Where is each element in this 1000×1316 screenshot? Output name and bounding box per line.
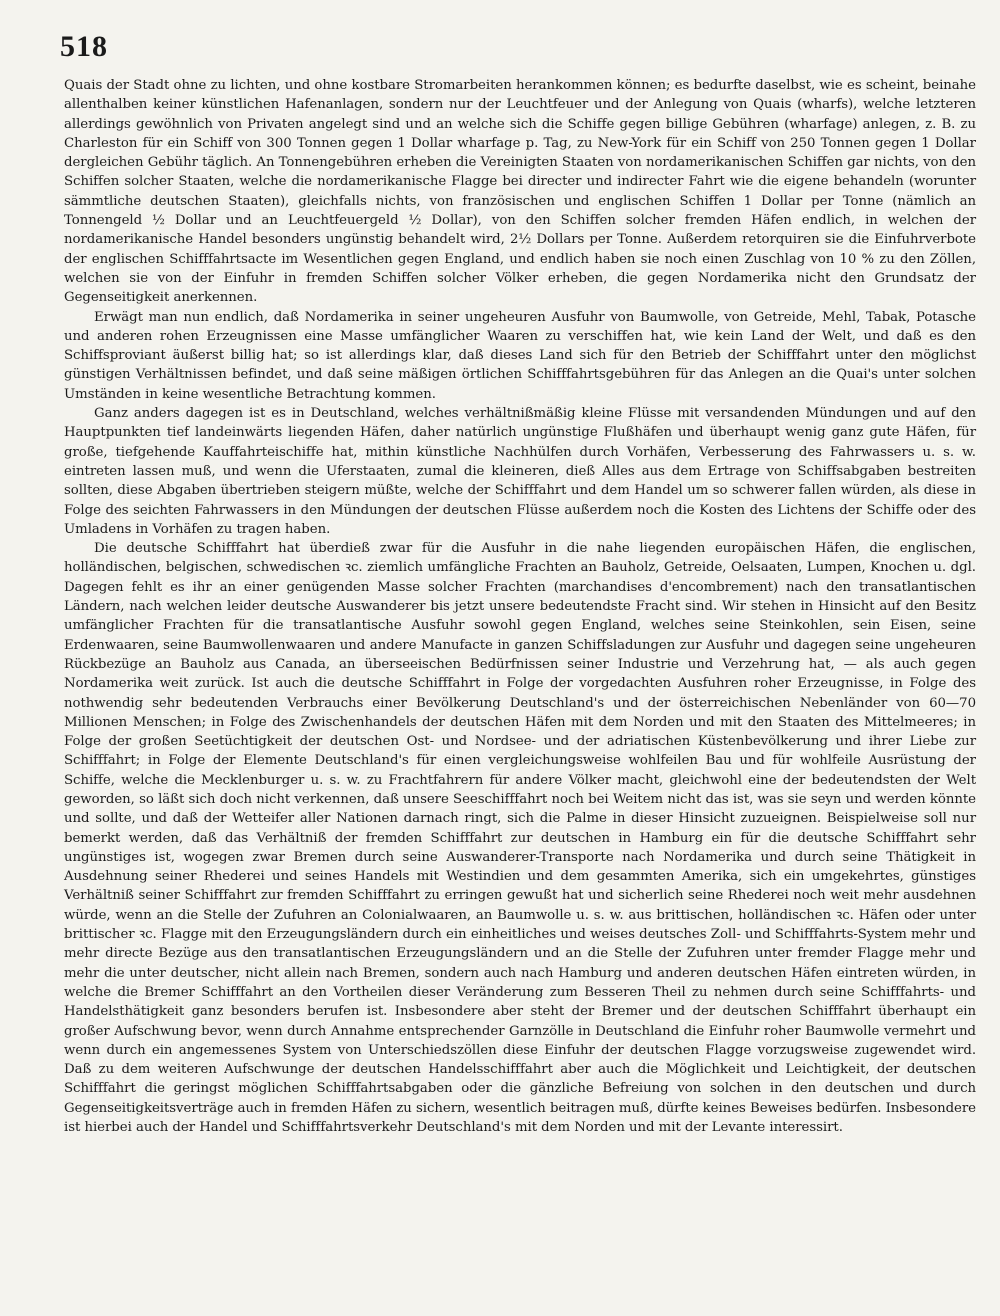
paragraph: Erwägt man nun endlich, daß Nordamerika in seiner ungeheuren Ausfuhr von Baumwolle, von Getreide, Mehl, Tabak, Potasche und anderen rohen Erzeugnissen eine Masse umfänglicher Waaren zu verschiffen hat, wie kein Land der Welt, und daß es den Schiffsproviant äußerst billig hat; so ist allerdings klar, daß dieses Land sich für den Betrieb der Schifffahrt unter den möglichst günstigen Verhältnissen befindet, und daß seine mäßigen örtlichen Schifffahrtsgebühren für das Anlegen an die Quai's unter solchen Umständen in keine wesentliche Betrachtung kommen.	[64, 309, 976, 402]
body-text	[64, 76, 976, 1137]
paragraph: Ganz anders dagegen ist es in Deutschland, welches verhältnißmäßig kleine Flüsse mit versandenden Mündungen und auf den Hauptpunkten tief landeinwärts liegenden Häfen, daher natürlich ungünstige Flußhäfen und überhaupt wenig ganz gute Häfen, für große, tiefgehende Kauffahrteischiffe hat, mithin künstliche Nachhülfen durch Vorhäfen, Verbesserung des Fahrwassers u. s. w. eintreten lassen muß, und wenn die Uferstaaten, zumal die kleineren, dieß Alles aus dem Ertrage von Schiffsabgaben bestreiten sollten, diese Abgaben übertrieben steigern müßte, welche der Schifffahrt und dem Handel um so schwerer fallen würden, als diese in Folge des seichten Fahrwassers in den Mündungen der deutschen Flüsse außerdem noch die Kosten des Lichtens der Schiffe oder des Umladens in Vorhäfen zu tragen haben.	[64, 406, 976, 537]
paragraph: Die deutsche Schifffahrt hat überdieß zwar für die Ausfuhr in die nahe liegenden europäischen Häfen, die englischen, holländischen, belgischen, schwedischen ꝛc. ziemlich umfängliche Frachten an Bauholz, Getreide, Oelsaaten, Lumpen, Knochen u. dgl. Dagegen fehlt es ihr an einer genügenden Masse solcher Frachten (marchandises d'encombrement) nach den transatlantischen Ländern, nach welchen leider deutsche Auswanderer bis jetzt unsere bedeutendste Fracht sind. Wir stehen in Hinsicht auf den Besitz umfänglicher Frachten für die transatlantische Ausfuhr sowohl gegen England, welches seine Steinkohlen, sein Eisen, seine Erdenwaaren, seine Baumwollenwaaren und andere Manufacte in ganzen Schiffsladungen zur Ausfuhr und dagegen seine ungeheuren Rückbezüge an Bauholz aus Canada, an überseeischen Bedürfnissen seiner Industrie und Verzehrung hat, — als auch gegen Nordamerika weit zurück. Ist auch die deutsche Schifffahrt in Folge der vorgedachten Ausfuhren roher Erzeugnisse, in Folge des nothwendig sehr bedeutenden Verbrauchs einer Bevölkerung Deutschland's und der österreichischen Nebenländer von 60—70 Millionen Menschen; in Folge des Zwischenhandels der deutschen Häfen mit dem Norden und mit den Staaten des Mittelmeeres; in Folge der großen Seetüchtigkeit der deutschen Ost- und Nordsee- und der adriatischen Küstenbevölkerung und ihrer Liebe zur Schifffahrt; in Folge der Elemente Deutschland's für einen vergleichungsweise wohlfeilen Bau und für wohlfeile Ausrüstung der Schiffe, welche die Mecklenburger u. s. w. zu Frachtfahrern für andere Völker macht, gleichwohl eine der bedeutendsten der Welt geworden, so läßt sich doch nicht verkennen, daß unsere Seeschifffahrt noch bei Weitem nicht das ist, was sie seyn und werden könnte und sollte, und daß der Wetteifer aller Nationen darnach ringt, sich die Palme in dieser Hinsicht zuzueignen. Beispielweise soll nur bemerkt werden, daß das Verhältniß der fremden Schifffahrt zur deutschen in Hamburg ein für die deutsche Schifffahrt sehr ungünstiges ist, wogegen zwar Bremen durch seine Auswanderer-Transporte nach Nordamerika und durch seine Thätigkeit in Ausdehnung seiner Rhederei und seines Handels mit Westindien und dem gesammten Amerika, sich ein umgekehrtes, günstiges Verhältniß seiner Schifffahrt zur fremden Schifffahrt zu erringen gewußt hat und sicherlich seine Rhederei noch weit mehr ausdehnen würde, wenn an die Stelle der Zufuhren an Colonialwaaren, an Baumwolle u. s. w. aus brittischen, holländischen ꝛc. Häfen oder unter brittischer ꝛc. Flagge mit den Erzeugungsländern durch ein einheitliches und weises deutsches Zoll- und Schifffahrts-System mehr und mehr directe Bezüge aus den transatlantischen Erzeugungsländern und an die Stelle der Zufuhren unter fremder Flagge mehr und mehr die unter deutscher, nicht allein nach Bremen, sondern auch nach Hamburg und anderen deutschen Häfen eintreten würden, in welche die Bremer Schifffahrt an den Vortheilen dieser Veränderung zum Besseren Theil zu nehmen durch seine Schifffahrts- und Handelsthätigkeit ganz besonders berufen ist. Insbesondere aber steht der Bremer und der deutschen Schifffahrt überhaupt ein großer Aufschwung bevor, wenn durch Annahme entsprechender Garnzölle in Deutschland die Einfuhr roher Baumwolle vermehrt und wenn durch ein angemessenes System von Unterschiedszöllen diese Einfuhr der deutschen Flagge vorzugsweise zugewendet wird. Daß zu dem weiteren Aufschwunge der deutschen Handelsschifffahrt aber auch die Möglichkeit und Leichtigkeit, der deutschen Schifffahrt die geringst möglichen Schifffahrtsabgaben oder die gänzliche Befreiung von solchen in den deutschen und durch Gegenseitigkeitsverträge auch in fremden Häfen zu sichern, wesentlich beitragen muß, dürfte keines Beweises bedürfen. Insbesondere ist hierbei auch der Handel und Schifffahrtsverkehr Deutschland's mit dem Norden und mit der Levante interessirt.	[64, 541, 976, 1136]
paragraph: Quais der Stadt ohne zu lichten, und ohne kostbare Stromarbeiten herankommen können; es bedurfte daselbst, wie es scheint, beinahe allenthalben keiner künstlichen Hafenanlagen, sondern nur der Leuchtfeuer und der Anlegung von Quais (wharfs), welche letzteren allerdings gewöhnlich von Privaten angelegt sind und an welche sich die Schiffe gegen billige Gebühren (wharfage) anlegen, z. B. zu Charleston für ein Schiff von 300 Tonnen gegen 1 Dollar wharfage p. Tag, zu New-York für ein Schiff von 250 Tonnen gegen 1 Dollar dergleichen Gebühr täglich. An Tonnengebühren erheben die Vereinigten Staaten von nordamerikanischen Schiffen gar nichts, von den Schiffen solcher Staaten, welche die nordamerikanische Flagge bei directer und indirecter Fahrt wie die eigene behandeln (worunter sämmtliche deutschen Staaten), gleichfalls nichts, von französischen und englischen Schiffen 1 Dollar per Tonne (nämlich an Tonnengeld ½ Dollar und an Leuchtfeuergeld ½ Dollar), von den Schiffen solcher fremden Häfen endlich, in welchen der nordamerikanische Handel besonders ungünstig behandelt wird, 2½ Dollars per Tonne. Außerdem retorquiren sie die Einfuhrverbote der englischen Schifffahrtsacte im Wesentlichen gegen England, und endlich haben sie noch einen Zuschlag von 10 % zu den Zöllen, welchen sie von der Einfuhr in fremden Schiffen solcher Völker erheben, die gegen Nordamerika nicht den Grundsatz der Gegenseitigkeit anerkennen.	[64, 78, 976, 306]
page-number: 518	[60, 30, 108, 63]
